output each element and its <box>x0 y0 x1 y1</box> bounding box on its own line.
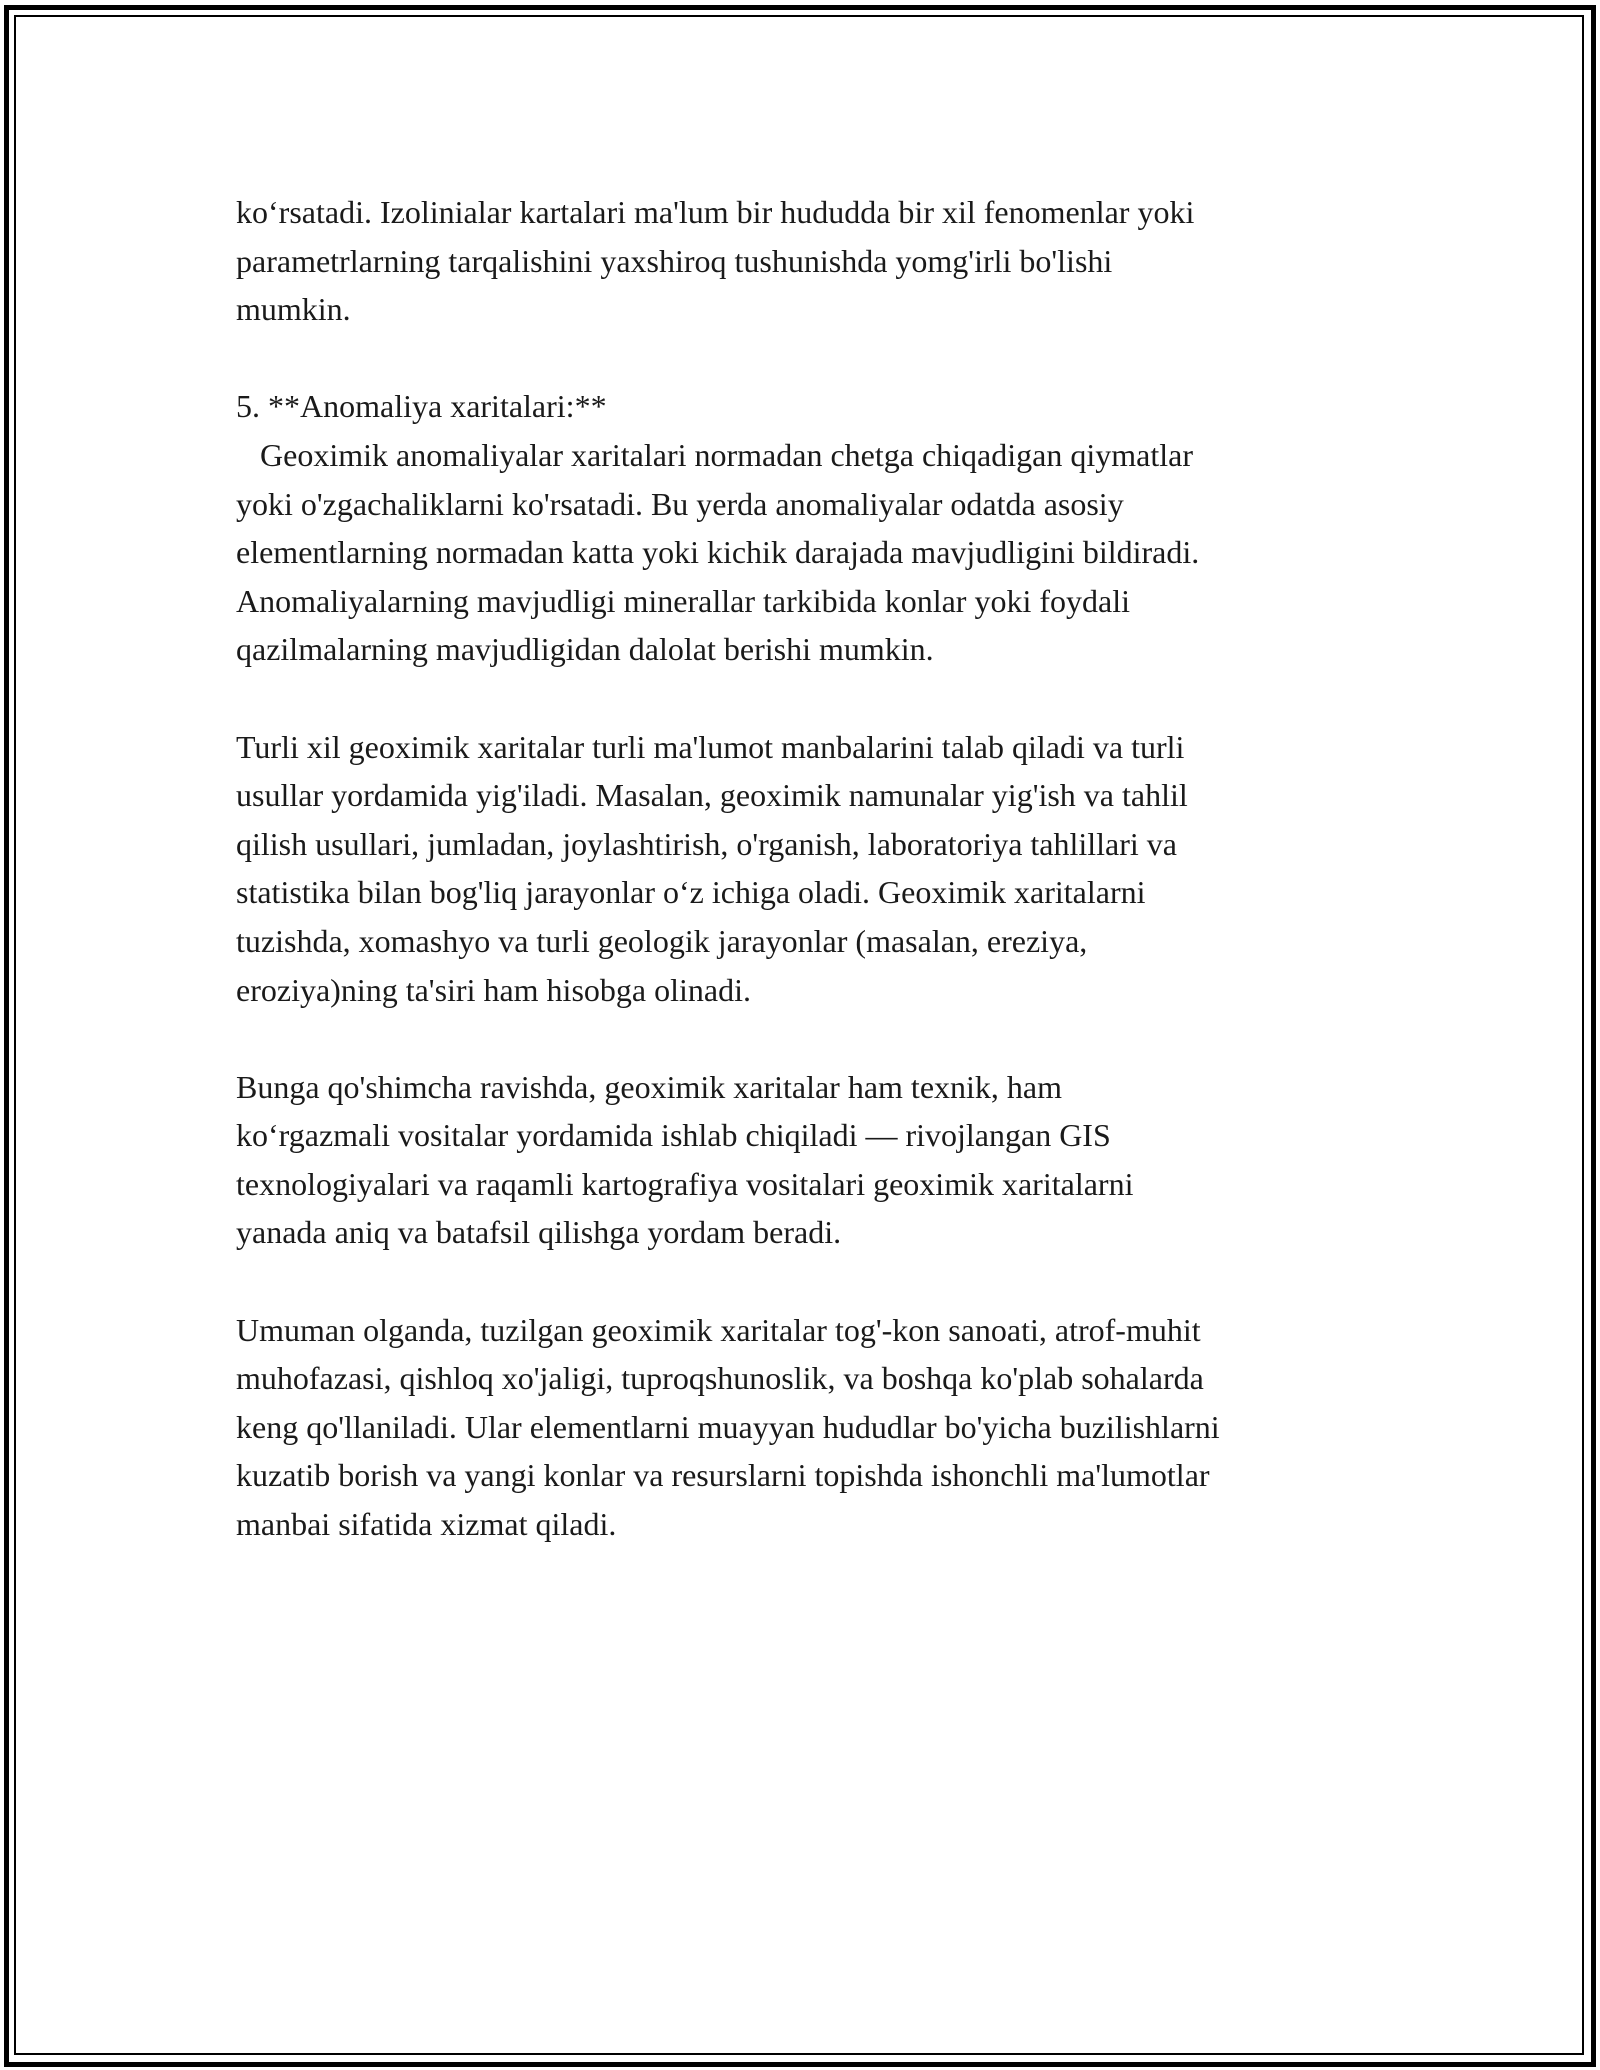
text-line: usullar yordamida yig'iladi. Masalan, geoximik namunalar yig'ish va tahlil <box>236 777 1188 814</box>
paragraph-spacer <box>236 1257 1396 1306</box>
paragraph <box>236 1306 1396 1549</box>
list-item-heading: 5. **Anomaliya xaritalari:** <box>236 388 607 425</box>
paragraph-spacer <box>236 334 1396 383</box>
text-line: Umuman olganda, tuzilgan geoximik xaritalar tog'-kon sanoati, atrof-muhit <box>236 1311 1201 1348</box>
paragraph <box>236 188 1396 334</box>
text-line: texnologiyalari va raqamli kartografiya vositalari geoximik xaritalarni <box>236 1165 1134 1202</box>
text-line: Anomaliyalarning mavjudligi minerallar tarkibida konlar yoki foydali <box>236 582 1130 619</box>
paragraph-spacer <box>236 1014 1396 1063</box>
text-line: tuzishda, xomashyo va turli geologik jarayonlar (masalan, ereziya, <box>236 922 1088 959</box>
text-line: keng qo'llaniladi. Ular elementlarni muayyan hududlar bo'yicha buzilishlarni <box>236 1408 1220 1445</box>
text-line: manbai sifatida xizmat qiladi. <box>236 1506 617 1543</box>
text-line: qazilmalarning mavjudligidan dalolat berishi mumkin. <box>236 631 934 668</box>
text-line: mumkin. <box>236 291 351 328</box>
text-line: Geoximik anomaliyalar xaritalari normadan chetga chiqadigan qiymatlar <box>236 436 1193 473</box>
text-line: elementlarning normadan katta yoki kichik darajada mavjudligini bildiradi. <box>236 534 1200 571</box>
text-line: parametrlarning tarqalishini yaxshiroq tushunishda yomg'irli bo'lishi <box>236 242 1113 279</box>
text-line: statistika bilan bog'liq jarayonlar o‘z ichiga oladi. Geoximik xaritalarni <box>236 874 1146 911</box>
text-line: ko‘rgazmali vositalar yordamida ishlab chiqiladi — rivojlangan GIS <box>236 1117 1111 1154</box>
paragraph <box>236 382 1396 674</box>
text-line: yanada aniq va batafsil qilishga yordam beradi. <box>236 1214 842 1251</box>
text-line: muhofazasi, qishloq xo'jaligi, tuproqshunoslik, va boshqa ko'plab sohalarda <box>236 1360 1204 1397</box>
document-body <box>236 188 1396 1549</box>
text-line: Turli xil geoximik xaritalar turli ma'lumot manbalarini talab qiladi va turli <box>236 728 1185 765</box>
paragraph <box>236 723 1396 1015</box>
paragraph-spacer <box>236 674 1396 723</box>
paragraph <box>236 1063 1396 1257</box>
text-line: yoki o'zgachaliklarni ko'rsatadi. Bu yerda anomaliyalar odatda asosiy <box>236 485 1124 522</box>
text-line: qilish usullari, jumladan, joylashtirish, o'rganish, laboratoriya tahlillari va <box>236 825 1177 862</box>
text-line: kuzatib borish va yangi konlar va resurslarni topishda ishonchli ma'lumotlar <box>236 1457 1210 1494</box>
text-line: eroziya)ning ta'siri ham hisobga olinadi. <box>236 971 751 1008</box>
text-line: ko‘rsatadi. Izolinialar kartalari ma'lum bir hududda bir xil fenomenlar yoki <box>236 194 1195 230</box>
text-line: Bunga qo'shimcha ravishda, geoximik xaritalar ham texnik, ham <box>236 1068 1062 1105</box>
